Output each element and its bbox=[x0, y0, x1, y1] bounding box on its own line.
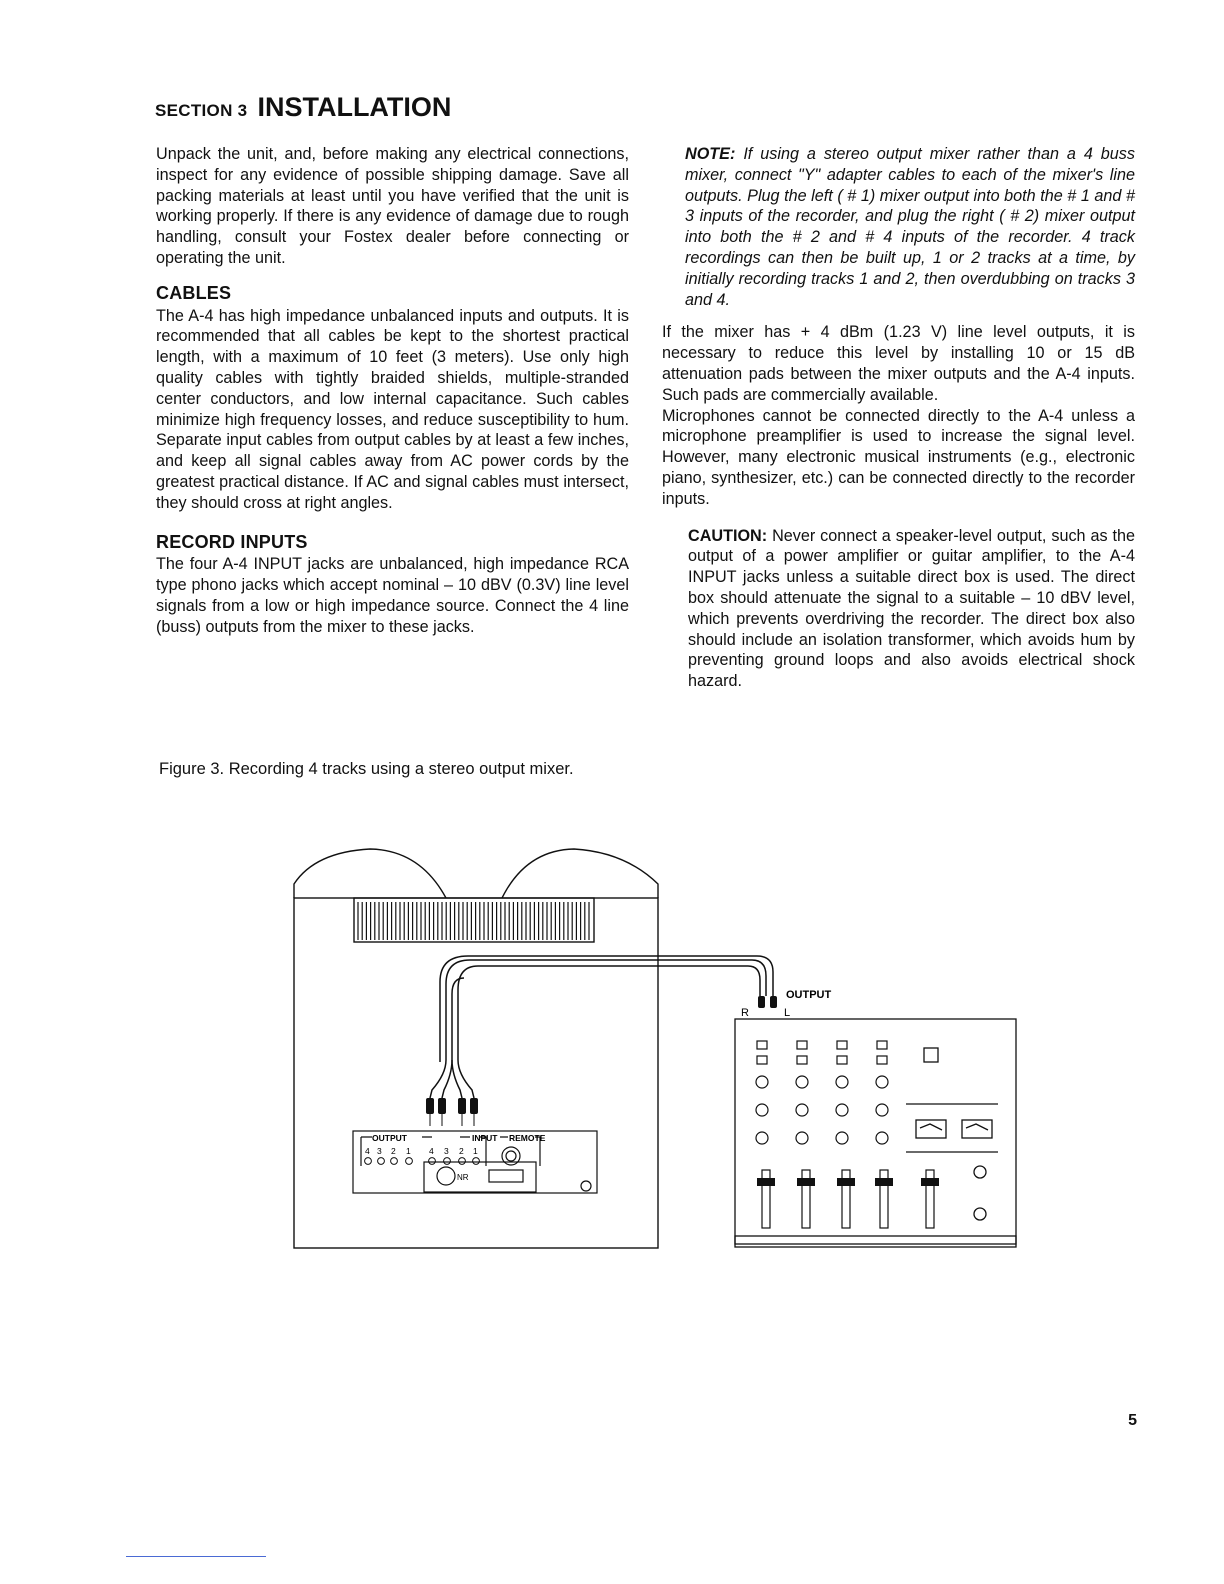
mixer-l-label: L bbox=[784, 1007, 791, 1019]
jack-circle bbox=[406, 1158, 413, 1165]
jack-numbers bbox=[365, 1146, 478, 1156]
intro-paragraph: Unpack the unit, and, before making any electrical connections, inspect for any evidence of possible shipping damage. Save all packing materials at least until you have verified that the unit is working properly. If there is any evidence of damage due to rough handling, consult your Fostex dealer before connecting or operating the unit. bbox=[156, 145, 629, 267]
caution-label: CAUTION: bbox=[688, 526, 768, 545]
mixer-knob bbox=[756, 1076, 768, 1088]
mixer-switch bbox=[877, 1056, 887, 1064]
jack-number: 1 bbox=[473, 1146, 478, 1156]
mixer-knob bbox=[796, 1076, 808, 1088]
recorder-body bbox=[294, 898, 658, 1248]
input-output-jacks bbox=[365, 1158, 480, 1165]
fader-knob bbox=[757, 1178, 775, 1186]
mixer-knob bbox=[756, 1132, 768, 1144]
levels-paragraph: If the mixer has + 4 dBm (1.23 V) line level outputs, it is necessary to reduce this level by installing 10 or 15 dB attenuation pads between the mixer outputs and the A-4 inputs. Such pads are commercially available. bbox=[662, 323, 1135, 404]
caution-body: Never connect a speaker-level output, such as the output of a power amplifier or guitar amplifier, to the A-4 INPUT jacks unless a suitable direct box is used. The direct box should attenuate the signal to a suitable – 10 dBV level, which prevents overdriving the recorder. The direct box also should include an isolation transformer, which avoids hum by preventing ground loops and also avoids electrical shock hazard. bbox=[688, 526, 1135, 691]
recorder-nr-label: NR bbox=[457, 1173, 469, 1182]
left-reel bbox=[294, 849, 446, 898]
mixer-knob bbox=[876, 1132, 888, 1144]
jack-number: 2 bbox=[391, 1146, 396, 1156]
head-grille bbox=[354, 898, 594, 942]
recorder-input-label: INPUT bbox=[472, 1133, 498, 1143]
plug-tips bbox=[430, 1114, 474, 1126]
mixer-knob bbox=[836, 1104, 848, 1116]
mixer-r-label: R bbox=[741, 1007, 749, 1019]
cables-paragraph: The A-4 has high impedance unbalanced inputs and outputs. It is recommended that all cables be kept to the shortest practical length, with a maximum of 10 feet (3 meters). Use only high quality cables with tightly braided shields, multiple-stranded center conductors, and low internal capacitance. Such cables minimize high frequency losses, and reduce susceptibility to hum. Separate input cables from output cables by at least a few inches, and keep all signal cables away from AC power cords by the greatest practical distance. If AC and signal cables must intersect, they should cross at right angles. bbox=[156, 306, 629, 512]
fader-knob bbox=[875, 1178, 893, 1186]
mixer-knob bbox=[796, 1132, 808, 1144]
jack-number: 4 bbox=[365, 1146, 370, 1156]
note-label: NOTE: bbox=[685, 145, 736, 163]
mixer-knob bbox=[836, 1076, 848, 1088]
jack-circle bbox=[473, 1158, 480, 1165]
jack-circle bbox=[429, 1158, 436, 1165]
figure-caption: Figure 3. Recording 4 tracks using a stereo output mixer. bbox=[159, 760, 574, 778]
jack-circle bbox=[444, 1158, 451, 1165]
mixer-knob bbox=[876, 1104, 888, 1116]
mixer-body bbox=[735, 1019, 1016, 1247]
microphones-paragraph: Microphones cannot be connected directly to the A-4 unless a microphone preamplifier is used to increase the signal level. However, many electronic musical instruments (e.g., electronic piano, synthesizer, etc.) can be connected directly to the recorder inputs. bbox=[662, 406, 1135, 508]
section-label: SECTION 3 bbox=[155, 101, 248, 120]
jack-number: 4 bbox=[429, 1146, 434, 1156]
fader-knob bbox=[837, 1178, 855, 1186]
jack-number: 2 bbox=[459, 1146, 464, 1156]
grille-lines bbox=[358, 902, 589, 940]
mixer-switch bbox=[797, 1041, 807, 1049]
fader-knob bbox=[921, 1178, 939, 1186]
rca-plugs bbox=[426, 996, 777, 1114]
record-inputs-paragraph: The four A-4 INPUT jacks are unbalanced, high impedance RCA type phono jacks which accept nominal – 10 dBV (0.3V) line level signals from a low or high impedance source. Connect the 4 line (buss) outputs from the mixer to these jacks. bbox=[156, 555, 629, 636]
mixer-knob bbox=[876, 1076, 888, 1088]
right-reel bbox=[502, 849, 658, 898]
record-inputs-heading: RECORD INPUTS bbox=[156, 531, 308, 552]
recorder-output-label: OUTPUT bbox=[372, 1133, 407, 1143]
jack-number: 3 bbox=[377, 1146, 382, 1156]
section-title: INSTALLATION bbox=[257, 92, 452, 122]
mixer-switch bbox=[877, 1041, 887, 1049]
mixer-output-label: OUTPUT bbox=[786, 989, 832, 1001]
jack-number: 3 bbox=[444, 1146, 449, 1156]
jack-circle bbox=[378, 1158, 385, 1165]
mixer-knob bbox=[836, 1132, 848, 1144]
mixer-knob bbox=[756, 1104, 768, 1116]
mixer-switch bbox=[837, 1041, 847, 1049]
mixer-switch bbox=[797, 1056, 807, 1064]
mixer-switch bbox=[757, 1056, 767, 1064]
mixer-switch bbox=[837, 1056, 847, 1064]
jack-circle bbox=[391, 1158, 398, 1165]
fader-knob bbox=[797, 1178, 815, 1186]
jack-circle bbox=[365, 1158, 372, 1165]
note-body: If using a stereo output mixer rather than a 4 buss mixer, connect "Y" adapter cables to each of the mixer's line outputs. Plug the left ( # 1) mixer output into both the # 1 and # 3 inputs of the recorder, and plug the right ( # 2) mixer output into both the # 2 and # 4 inputs of the recorder. 4 track recordings can then be built up, 1 or 2 tracks at a time, by initially recording tracks 1 and 2, then overdubbing on tracks 3 and 4. bbox=[685, 145, 1135, 309]
jack-number: 1 bbox=[406, 1146, 411, 1156]
page-number: 5 bbox=[1128, 1412, 1137, 1429]
mixer-switch bbox=[757, 1041, 767, 1049]
mixer-knob bbox=[796, 1104, 808, 1116]
footer-rule bbox=[126, 1556, 266, 1557]
cables-heading: CABLES bbox=[156, 282, 232, 303]
mixer-channels bbox=[756, 1041, 939, 1228]
jack-circle bbox=[459, 1158, 466, 1165]
recorder-remote-label: REMOTE bbox=[509, 1133, 546, 1143]
y-cables bbox=[430, 956, 773, 1098]
